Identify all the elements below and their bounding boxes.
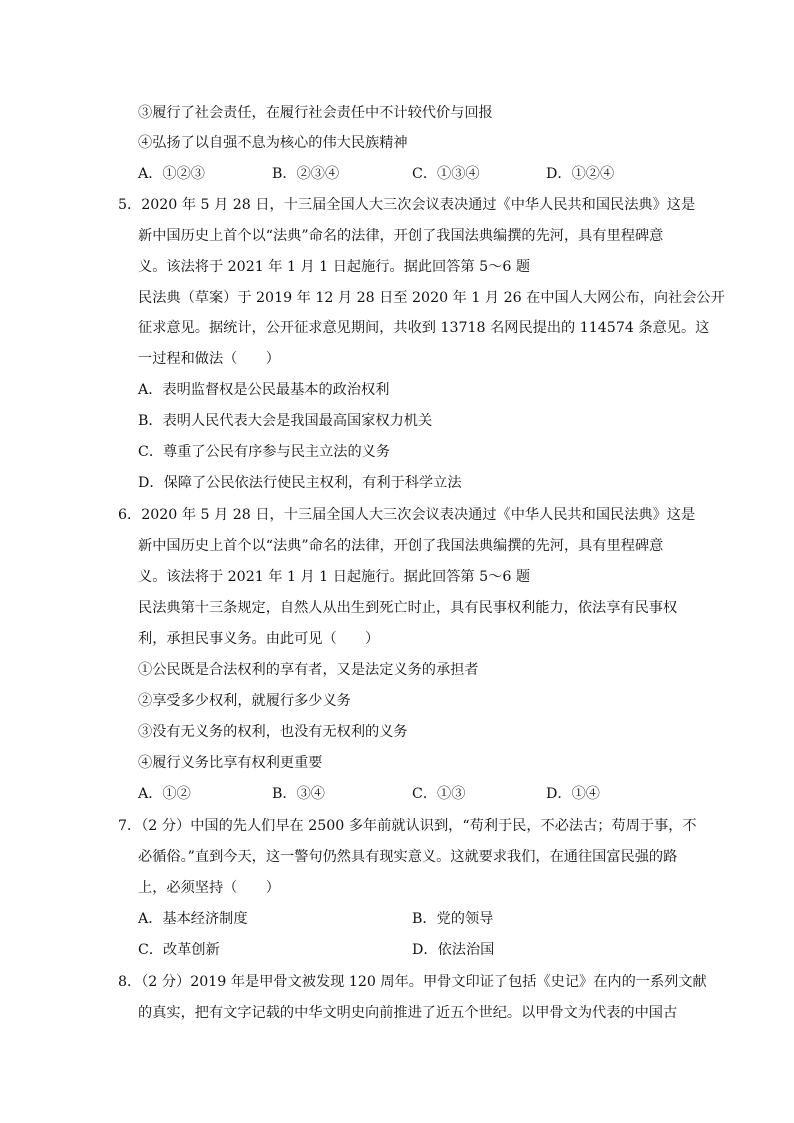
q7-line: 必循俗。”直到今天，这一警句仍然具有现实意义。这就要求我们，在通往国富民强的路 — [138, 849, 678, 865]
q7-option-d: D．依法治国 — [412, 942, 495, 958]
q6-option-b: B．③④ — [272, 786, 325, 802]
q5-line: 民法典（草案）于 2019 年 12 月 28 日至 2020 年 1 月 26 在中国人大网公布，向社会公开 — [138, 290, 725, 306]
q6-option-c: C．①③ — [412, 786, 466, 802]
q4-statement-4: ④弘扬了以自强不息为核心的伟大民族精神 — [138, 135, 408, 151]
q6-line: 6．2020 年 5 月 28 日，十三届全国人大三次会议表决通过《中华人民共和国民法典》这是 — [118, 507, 696, 523]
q6-option-d: D．①④ — [546, 786, 600, 802]
q6-statement-4: ④履行义务比享有权利更重要 — [138, 755, 323, 771]
q6-option-a: A．①② — [138, 786, 191, 802]
q4-option-c: C．①③④ — [412, 166, 480, 182]
q6-line: 民法典第十三条规定，自然人从出生到死亡时止，具有民事权利能力，依法享有民事权 — [138, 600, 678, 616]
q5-line: 义。该法将于 2021 年 1 月 1 日起施行。据此回答第 5～6 题 — [138, 259, 531, 275]
q5-line: 征求意见。据统计，公开征求意见期间，共收到 13718 名网民提出的 114574 条意见。这 — [138, 320, 710, 336]
q5-option-a: A．表明监督权是公民最基本的政治权利 — [138, 382, 390, 398]
q7-option-b: B．党的领导 — [412, 911, 494, 927]
q5-line: 一过程和做法（ ） — [138, 351, 280, 367]
q6-line: 义。该法将于 2021 年 1 月 1 日起施行。据此回答第 5～6 题 — [138, 569, 531, 585]
q6-statement-3: ③没有无义务的权利，也没有无权利的义务 — [138, 724, 408, 740]
q8-line: 的真实，把有文字记载的中华文明史向前推进了近五个世纪。以甲骨文为代表的中国古 — [138, 1005, 678, 1021]
q5-option-b: B．表明人民代表大会是我国最高国家权力机关 — [138, 413, 433, 429]
q6-line: 利，承担民事义务。由此可见（ ） — [138, 631, 380, 647]
q4-option-a: A．①②③ — [138, 166, 205, 182]
q6-statement-2: ②享受多少权利，就履行多少义务 — [138, 693, 351, 709]
q5-line: 新中国历史上首个以“法典”命名的法律，开创了我国法典编撰的先河，具有里程碑意 — [138, 228, 664, 244]
q4-option-b: B．②③④ — [272, 166, 340, 182]
q7-line: 7．（2 分）中国的先人们早在 2500 多年前就认识到，“苟利于民，不必法古；苟周于事，不 — [118, 818, 697, 834]
q4-option-d: D．①②④ — [546, 166, 615, 182]
q7-line: 上，必须坚持（ ） — [138, 880, 280, 896]
q5-option-c: C．尊重了公民有序参与民主立法的义务 — [138, 444, 391, 460]
q7-option-a: A．基本经济制度 — [138, 911, 248, 927]
q5-option-d: D．保障了公民依法行使民主权利，有利于科学立法 — [138, 475, 462, 491]
q6-statement-1: ①公民既是合法权利的享有者，又是法定义务的承担者 — [138, 662, 479, 678]
q6-line: 新中国历史上首个以“法典”命名的法律，开创了我国法典编撰的先河，具有里程碑意 — [138, 538, 664, 554]
q5-line: 5．2020 年 5 月 28 日，十三届全国人大三次会议表决通过《中华人民共和国民法典》这是 — [118, 197, 696, 213]
q4-statement-3: ③履行了社会责任，在履行社会责任中不计较代价与回报 — [138, 105, 493, 121]
q7-option-c: C．改革创新 — [138, 942, 220, 958]
q8-line: 8．（2 分）2019 年是甲骨文被发现 120 周年。甲骨文印证了包括《史记》在内的一系列文献 — [118, 974, 707, 990]
